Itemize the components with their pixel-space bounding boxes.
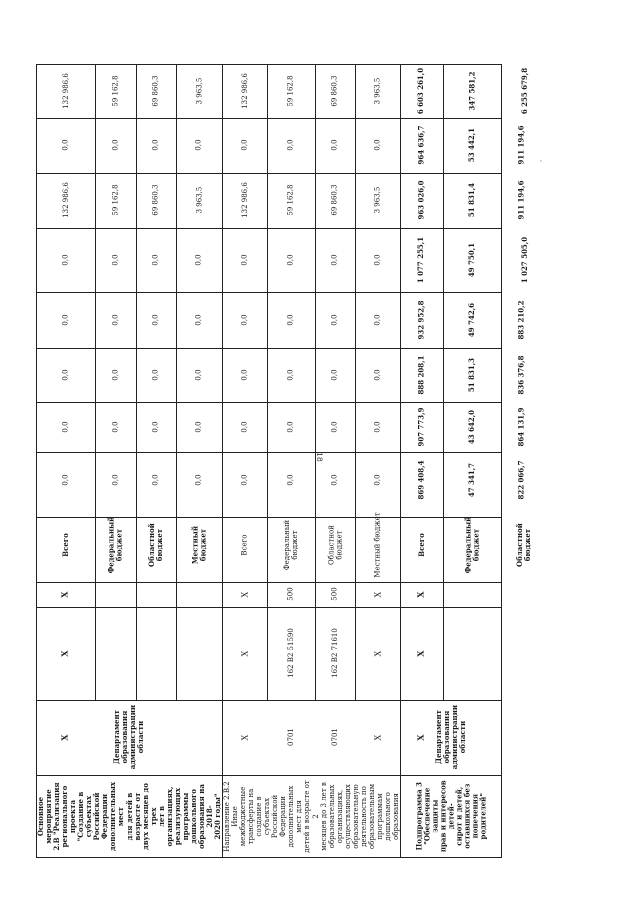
amount-value-text: 0,0 — [111, 421, 120, 433]
budget-code-text: 500 — [286, 587, 295, 602]
amount-value-text: 59 162,8 — [286, 75, 295, 107]
amount-value-text: 0,0 — [373, 139, 382, 152]
amount-value — [95, 402, 136, 452]
program-title-text: Направление 2.В.2 Иные межбюджетные трансферты на создание в субъектах Российской Федерации дополнительных мест для детей в возрасте от 2 месяцев до 3 лет в образовательных организациях, осуществляющих образовательную деятельность по образовательным программам дошкольного образования — [222, 780, 400, 853]
budget-code — [315, 700, 355, 775]
amount-value-text: 932 952,8 — [416, 300, 426, 340]
budget-code-text: X — [59, 734, 70, 741]
budget-code — [355, 582, 400, 607]
amount-value — [95, 64, 136, 118]
budget-code-text: X — [239, 591, 249, 598]
amount-value-text: 0,0 — [373, 314, 382, 326]
amount-value — [222, 348, 267, 402]
amount-value-text: 132 986,6 — [240, 182, 249, 219]
amount-value — [315, 118, 355, 173]
funding-source — [136, 509, 176, 582]
amount-value-text: 347 581,2 — [467, 71, 477, 111]
amount-value-text: 69 860,3 — [330, 75, 339, 107]
budget-code-text: X — [415, 650, 426, 657]
amount-value — [267, 292, 315, 348]
funding-source — [400, 509, 443, 582]
amount-value — [355, 228, 400, 292]
amount-value-text: 0,0 — [286, 369, 295, 381]
amount-value-text: 0,0 — [330, 139, 339, 152]
funding-source — [355, 509, 400, 582]
amount-value-text: 0,0 — [111, 254, 120, 266]
amount-value — [502, 292, 541, 348]
budget-code — [36, 700, 95, 775]
amount-value — [502, 228, 548, 292]
amount-value — [95, 228, 136, 292]
amount-value-text: 59 162,8 — [111, 184, 120, 217]
funding-source-text: Областной бюджет — [146, 523, 165, 568]
amount-value-text: 836 376,8 — [516, 355, 526, 395]
amount-value — [222, 228, 267, 292]
budget-code — [222, 607, 267, 700]
amount-value — [222, 402, 267, 452]
funding-source-text: Федеральный бюджет — [282, 520, 300, 571]
funding-source — [443, 509, 502, 582]
amount-value-text: 59 162,8 — [111, 75, 120, 107]
amount-value — [502, 64, 548, 118]
amount-value — [400, 228, 443, 292]
amount-value — [443, 292, 502, 348]
amount-value-text: 0,0 — [61, 139, 70, 152]
amount-value — [222, 292, 267, 348]
amount-value — [267, 118, 315, 173]
amount-value — [355, 173, 400, 228]
amount-value-text: 69 860,3 — [330, 184, 339, 217]
amount-value-text: 0,0 — [286, 421, 295, 433]
amount-value — [176, 118, 222, 173]
budget-code-text: 0701 — [286, 728, 295, 747]
amount-value — [36, 402, 95, 452]
budget-code — [36, 607, 95, 700]
amount-value — [95, 173, 136, 228]
amount-value — [267, 173, 315, 228]
amount-value-text: 0,0 — [194, 421, 203, 433]
amount-value-text: 0,0 — [240, 139, 249, 152]
amount-value-text: 963 026,0 — [416, 181, 426, 220]
program-title — [400, 775, 502, 858]
amount-value — [136, 292, 176, 348]
budget-code — [355, 700, 400, 775]
program-title-text: Подпрограмма 3 "Обеспечение защиты прав и интересов детей- сирот и детей, оставшихся без попечения родителей" — [413, 780, 488, 853]
budget-code — [315, 582, 355, 607]
amount-value — [176, 348, 222, 402]
amount-value — [443, 64, 502, 118]
amount-value-text: 53 442,1 — [467, 128, 477, 163]
amount-value-text: 0,0 — [330, 369, 339, 381]
amount-value — [315, 64, 355, 118]
funding-source — [222, 509, 267, 582]
amount-value-text: 6 255 679,8 — [520, 67, 530, 115]
amount-value-text: 0,0 — [330, 421, 339, 433]
amount-value — [136, 452, 176, 509]
amount-value — [315, 173, 355, 228]
amount-value-text: 132 986,6 — [61, 182, 70, 219]
funding-source-text: Всего — [60, 533, 70, 558]
budget-code-text: 500 — [330, 587, 339, 602]
budget-code — [400, 607, 443, 700]
amount-value — [36, 173, 95, 228]
amount-value-text: 0,0 — [111, 314, 120, 326]
budget-code — [222, 700, 267, 775]
amount-value — [502, 348, 541, 402]
amount-value — [443, 348, 502, 402]
amount-value-text: 3 963,5 — [373, 187, 382, 214]
amount-value — [36, 228, 95, 292]
funding-source — [315, 509, 355, 582]
amount-value-text: 1 077 255,1 — [416, 236, 426, 284]
budget-code-text: X — [59, 650, 70, 657]
budget-code-text: 162 В2 71610 — [330, 628, 339, 679]
budget-code-text: X — [415, 591, 426, 598]
amount-value — [400, 64, 443, 118]
amount-value — [222, 118, 267, 173]
amount-value — [355, 118, 400, 173]
budget-code — [400, 582, 443, 607]
funding-source-text: Местный бюджет — [189, 526, 207, 565]
amount-value — [36, 452, 95, 509]
budget-code — [315, 607, 355, 700]
amount-value — [443, 118, 502, 173]
amount-value — [315, 292, 355, 348]
amount-value-text: 0,0 — [286, 254, 295, 266]
amount-value-text: 0,0 — [240, 474, 249, 487]
funding-source-text: Областной бюджет — [326, 525, 343, 566]
budget-code — [267, 700, 315, 775]
amount-value-text: 51 831,4 — [467, 183, 477, 218]
amount-value — [136, 64, 176, 118]
amount-value-text: 0,0 — [61, 314, 70, 326]
executor-text: Департамент образования администрации области — [433, 705, 468, 770]
amount-value-text: 0,0 — [286, 314, 295, 326]
amount-value-text: 907 773,9 — [416, 407, 426, 447]
funding-source-text: Всего — [240, 534, 249, 557]
amount-value — [400, 292, 443, 348]
amount-value — [502, 452, 541, 509]
amount-value — [400, 118, 443, 173]
funding-source-text: Всего — [416, 533, 426, 558]
amount-value-text: 0,0 — [151, 421, 160, 433]
amount-value — [315, 348, 355, 402]
amount-value — [267, 402, 315, 452]
amount-value-text: 3 963,5 — [373, 77, 382, 105]
amount-value-text: 0,0 — [61, 254, 70, 266]
amount-value-text: 0,0 — [111, 139, 120, 152]
amount-value — [36, 292, 95, 348]
executor-text: Департамент образования администрации области — [111, 705, 146, 770]
amount-value-text: 49 742,6 — [467, 302, 477, 338]
amount-value — [95, 348, 136, 402]
amount-value-text: 59 162,8 — [286, 184, 295, 217]
amount-value — [136, 118, 176, 173]
amount-value — [443, 452, 502, 509]
amount-value — [355, 452, 400, 509]
amount-value-text: 0,0 — [330, 474, 339, 487]
funding-source — [176, 509, 222, 582]
amount-value — [136, 228, 176, 292]
amount-value-text: 0,0 — [373, 369, 382, 381]
budget-code-text: X — [239, 650, 249, 657]
amount-value — [222, 452, 267, 509]
funding-source-text: Областной бюджет — [514, 523, 532, 568]
amount-value — [267, 64, 315, 118]
funding-source — [95, 509, 136, 582]
program-title — [222, 775, 400, 858]
budget-code-text: X — [372, 650, 382, 657]
amount-value — [315, 452, 355, 509]
amount-value — [315, 402, 355, 452]
amount-value — [400, 452, 443, 509]
amount-value — [400, 173, 443, 228]
amount-value-text: 864 131,9 — [516, 407, 526, 447]
amount-value-text: 0,0 — [240, 254, 249, 266]
amount-value — [176, 64, 222, 118]
amount-value-text: 0,0 — [194, 139, 203, 152]
amount-value-text: 883 210,2 — [516, 300, 526, 340]
amount-value — [502, 173, 541, 228]
amount-value-text: 0,0 — [151, 474, 160, 487]
amount-value-text: 888 208,1 — [416, 355, 426, 395]
amount-value — [355, 64, 400, 118]
amount-value-text: 822 066,7 — [516, 461, 526, 500]
amount-value-text: 0,0 — [194, 254, 203, 266]
funding-source-text: Местный бюджет — [373, 512, 382, 579]
funding-source — [502, 509, 546, 582]
amount-value-text: 0,0 — [194, 474, 203, 487]
amount-value-text: 0,0 — [286, 139, 295, 152]
amount-value-text: 0,0 — [286, 474, 295, 487]
amount-value-text: 0,0 — [111, 369, 120, 381]
amount-value — [36, 64, 95, 118]
budget-code-text: X — [372, 591, 382, 598]
budget-code-text: 162 В2 51590 — [286, 628, 295, 679]
budget-code — [222, 582, 267, 607]
amount-value — [443, 228, 502, 292]
amount-value — [95, 292, 136, 348]
amount-value-text: 69 860,3 — [151, 184, 160, 217]
amount-value-text: 0,0 — [240, 421, 249, 433]
amount-value — [222, 173, 267, 228]
amount-value — [267, 228, 315, 292]
amount-value — [400, 348, 443, 402]
amount-value — [95, 452, 136, 509]
amount-value-text: 0,0 — [61, 421, 70, 433]
amount-value — [176, 173, 222, 228]
budget-code — [267, 582, 315, 607]
amount-value-text: 0,0 — [151, 139, 160, 152]
page-number: 18 — [315, 452, 324, 462]
amount-value-text: 0,0 — [151, 254, 160, 266]
amount-value-text: 1 027 505,0 — [520, 236, 530, 284]
amount-value-text: 0,0 — [111, 474, 120, 487]
amount-value — [136, 402, 176, 452]
amount-value-text: 43 642,0 — [467, 409, 477, 445]
amount-value-text: 0,0 — [240, 314, 249, 326]
amount-value — [136, 173, 176, 228]
amount-value — [315, 228, 355, 292]
amount-value — [136, 348, 176, 402]
funding-source-text: Федеральный бюджет — [106, 517, 124, 574]
funding-source — [36, 509, 95, 582]
amount-value-text: 0,0 — [151, 314, 160, 326]
amount-value — [355, 292, 400, 348]
budget-code-text: 0701 — [330, 728, 339, 747]
amount-value — [222, 64, 267, 118]
amount-value-text: 0,0 — [373, 421, 382, 433]
amount-value — [443, 402, 502, 452]
amount-value — [502, 118, 541, 173]
amount-value-text: 911 194,6 — [516, 126, 526, 165]
amount-value — [36, 118, 95, 173]
budget-code — [267, 607, 315, 700]
amount-value-text: 0,0 — [194, 369, 203, 381]
amount-value — [95, 118, 136, 173]
amount-value — [443, 173, 502, 228]
amount-value-text: 0,0 — [373, 254, 382, 266]
amount-value — [355, 402, 400, 452]
budget-code — [36, 582, 95, 607]
amount-value-text: 0,0 — [194, 314, 203, 326]
amount-value-text: 0,0 — [240, 369, 249, 381]
funding-source — [267, 509, 315, 582]
amount-value-text: 3 963,5 — [194, 187, 203, 214]
amount-value — [36, 348, 95, 402]
amount-value — [355, 348, 400, 402]
amount-value — [176, 292, 222, 348]
amount-value-text: 0,0 — [330, 314, 339, 326]
funding-source-text: Федеральный бюджет — [463, 517, 481, 574]
budget-code-text: X — [239, 734, 249, 741]
amount-value — [176, 228, 222, 292]
amount-value-text: 0,0 — [61, 474, 70, 487]
amount-value-text: 132 986,6 — [240, 73, 249, 109]
amount-value-text: 869 408,4 — [416, 461, 426, 500]
amount-value-text: 132 986,6 — [61, 73, 70, 109]
amount-value-text: 0,0 — [330, 254, 339, 266]
amount-value-text: 964 636,7 — [416, 126, 426, 165]
amount-value-text: 6 603 261,0 — [416, 67, 426, 115]
amount-value-text: 0,0 — [151, 369, 160, 381]
amount-value — [502, 402, 541, 452]
amount-value-text: 0,0 — [373, 474, 382, 487]
amount-value-text: 911 194,6 — [516, 181, 526, 220]
program-title — [36, 775, 222, 858]
amount-value-text: 47 341,7 — [467, 463, 477, 498]
amount-value-text: 69 860,3 — [151, 75, 160, 107]
budget-code-text: X — [372, 734, 382, 741]
amount-value — [400, 402, 443, 452]
amount-value — [176, 452, 222, 509]
amount-value-text: 51 831,3 — [467, 357, 477, 393]
program-title-text: Основное мероприятие 2.В "Реализация регионального проекта "Создание в субъектах Российской Федерации дополнительных мест для детей в возрасте от двух месяцев до трех лет в организациях, реализующих программы дошкольного образования на 2018- 2020 годы" — [35, 781, 222, 852]
budget-code-text: X — [415, 734, 426, 741]
budget-code — [400, 700, 443, 775]
amount-value — [267, 452, 315, 509]
amount-value — [267, 348, 315, 402]
amount-value — [176, 402, 222, 452]
amount-value-text: 49 750,1 — [467, 242, 477, 278]
amount-value-text: 0,0 — [61, 369, 70, 381]
budget-code — [355, 607, 400, 700]
amount-value-text: 3 963,5 — [194, 77, 203, 105]
budget-code-text: X — [59, 591, 70, 598]
